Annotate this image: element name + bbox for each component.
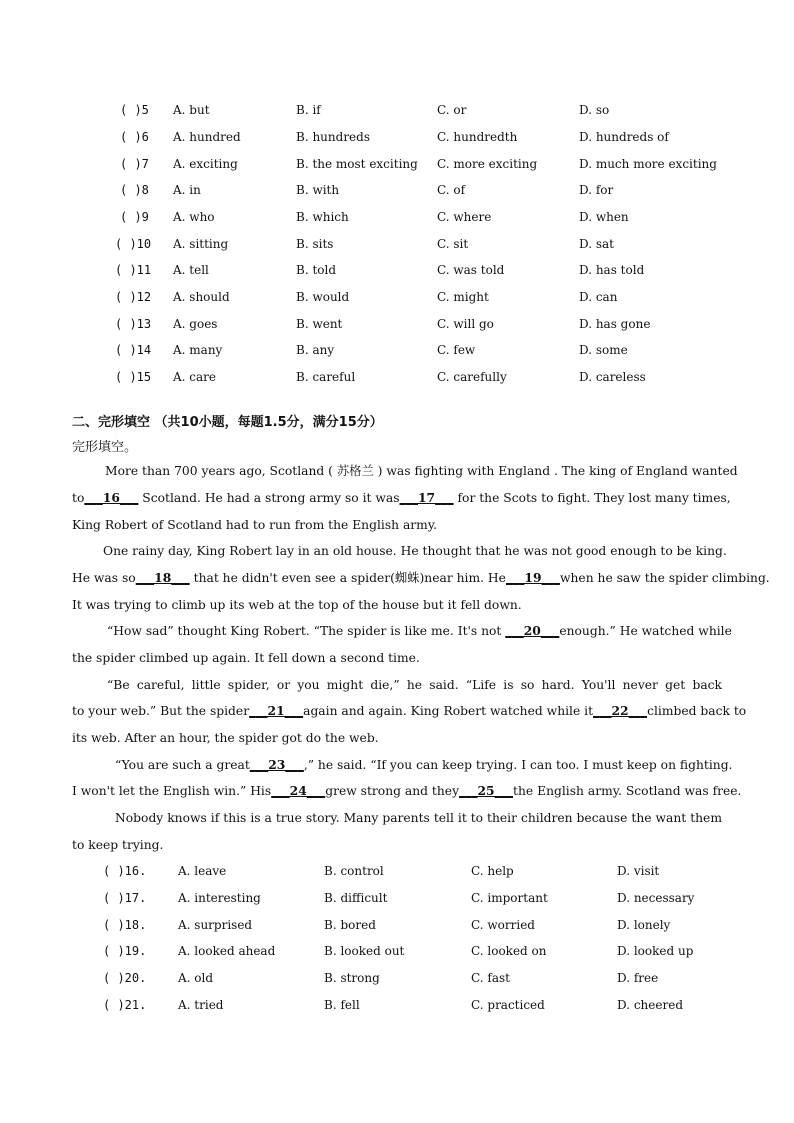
blank-21: ___21___ (249, 703, 304, 718)
option-b: B. if (296, 103, 321, 117)
option-d: D. necessary (617, 891, 695, 905)
option-d: D. so (579, 103, 610, 117)
option-a: A. hundred (173, 130, 241, 144)
option-c: C. fast (471, 971, 510, 985)
passage-text: Scotland. He had a strong army so it was (142, 491, 400, 505)
passage-line: It was trying to climb up its web at the top of the house but it fell down. (72, 598, 522, 612)
passage-line: the spider climbed up again. It fell down a second time. (72, 651, 420, 665)
passage-text: again and again. King Robert watched while it (303, 704, 594, 718)
passage-text: He was so (72, 571, 136, 585)
option-a: A. in (173, 183, 201, 197)
passage-text: enough.” He watched while (559, 624, 732, 638)
option-c: C. or (437, 103, 467, 117)
option-c: C. will go (437, 317, 494, 331)
question-number: ( )19. (103, 944, 147, 958)
passage-text: climbed back to (647, 704, 747, 718)
question-number: ( )20. (103, 971, 147, 985)
passage-line (72, 489, 731, 507)
passage-line (107, 622, 732, 640)
question-number: ( )15 (115, 370, 152, 384)
question-number: ( )18. (103, 918, 147, 932)
option-c: C. few (437, 343, 476, 357)
option-d: D. sat (579, 237, 614, 251)
option-a: A. tried (178, 998, 224, 1012)
option-d: D. cheered (617, 998, 683, 1012)
option-d: D. for (579, 183, 614, 197)
option-a: A. interesting (178, 891, 261, 905)
passage-text: when he saw the spider climbing. (559, 571, 770, 585)
option-b: B. any (296, 343, 335, 357)
option-b: B. careful (296, 370, 356, 384)
option-a: A. should (173, 290, 230, 304)
option-a: A. care (173, 370, 217, 384)
question-number: ( )11 (115, 263, 152, 277)
passage-text: “You are such a great (115, 758, 250, 772)
option-d: D. can (579, 290, 618, 304)
passage-text: grew strong and they (325, 784, 460, 798)
option-c: C. sit (437, 237, 469, 251)
passage-line (72, 782, 742, 800)
blank-19: ___19___ (505, 570, 560, 585)
passage-text: that he didn't even see a spider(蜘蛛)near him. He (193, 571, 506, 585)
passage-line (115, 756, 733, 774)
option-c: C. hundredth (437, 130, 518, 144)
option-d: D. hundreds of (579, 130, 669, 144)
option-a: A. goes (173, 317, 218, 331)
option-d: D. when (579, 210, 629, 224)
option-a: A. surprised (178, 918, 253, 932)
option-a: A. leave (178, 864, 227, 878)
question-number: ( )17. (103, 891, 147, 905)
question-number: ( )12 (115, 290, 152, 304)
blank-20: ___20___ (505, 623, 560, 638)
question-number: ( )7 (120, 157, 149, 171)
passage-text: the English army. Scotland was free. (513, 784, 742, 798)
option-d: D. free (617, 971, 659, 985)
option-a: A. but (173, 103, 210, 117)
option-b: B. with (296, 183, 340, 197)
option-b: B. bored (324, 918, 376, 932)
option-a: A. old (178, 971, 214, 985)
passage-text: to your web.” But the spider (72, 704, 250, 718)
option-a: A. looked ahead (178, 944, 276, 958)
option-b: B. fell (324, 998, 360, 1012)
option-b: B. went (296, 317, 343, 331)
section-title: 二、完形填空 （共10小题，每题1.5分，满分15分） (72, 415, 383, 430)
option-a: A. tell (173, 263, 209, 277)
blank-17: ___17___ (399, 490, 454, 505)
section-instruction: 完形填空。 (72, 440, 138, 455)
option-d: D. lonely (617, 918, 671, 932)
passage-text: I won't let the English win.” His (72, 784, 272, 798)
option-c: C. worried (471, 918, 535, 932)
passage-text: to (72, 491, 85, 505)
option-c: C. of (437, 183, 466, 197)
option-c: C. looked on (471, 944, 547, 958)
option-a: A. exciting (173, 157, 238, 171)
passage-text: “How sad” thought King Robert. “The spider is like me. It's not (107, 624, 502, 638)
passage-line: More than 700 years ago, Scotland ( 苏格兰 ) was fighting with England . The king of England wanted (105, 464, 738, 478)
passage-line: “Be careful, little spider, or you might die,” he said. “Life is so hard. You'll never get back (107, 678, 722, 692)
passage-line: King Robert of Scotland had to run from the English army. (72, 518, 438, 532)
option-c: C. practiced (471, 998, 545, 1012)
option-c: C. important (471, 891, 548, 905)
passage-line: Nobody knows if this is a true story. Many parents tell it to their children because the want them (115, 811, 722, 825)
question-number: ( )16. (103, 864, 147, 878)
option-a: A. sitting (173, 237, 229, 251)
question-number: ( )14 (115, 343, 152, 357)
option-b: B. control (324, 864, 384, 878)
question-number: ( )21. (103, 998, 147, 1012)
option-b: B. the most exciting (296, 157, 418, 171)
option-d: D. visit (617, 864, 660, 878)
option-b: B. difficult (324, 891, 388, 905)
option-c: C. more exciting (437, 157, 538, 171)
passage-line: to keep trying. (72, 838, 164, 852)
passage-line: its web. After an hour, the spider got do the web. (72, 731, 379, 745)
option-a: A. who (173, 210, 215, 224)
option-b: B. hundreds (296, 130, 370, 144)
option-b: B. strong (324, 971, 380, 985)
question-number: ( )5 (120, 103, 149, 117)
question-number: ( )13 (115, 317, 152, 331)
question-number: ( )10 (115, 237, 152, 251)
question-number: ( )8 (120, 183, 149, 197)
passage-line: One rainy day, King Robert lay in an old house. He thought that he was not good enough to be king. (103, 544, 727, 558)
option-b: B. sits (296, 237, 334, 251)
option-c: C. help (471, 864, 514, 878)
option-d: D. some (579, 343, 628, 357)
blank-25: ___25___ (459, 783, 514, 798)
blank-24: ___24___ (271, 783, 326, 798)
passage-text: ,” he said. “If you can keep trying. I can too. I must keep on fighting. (303, 758, 733, 772)
option-d: D. has told (579, 263, 645, 277)
option-b: B. told (296, 263, 337, 277)
blank-16: ___16___ (84, 490, 139, 505)
option-c: C. where (437, 210, 492, 224)
blank-23: ___23___ (249, 757, 304, 772)
blank-22: ___22___ (593, 703, 648, 718)
option-d: D. looked up (617, 944, 694, 958)
option-b: B. looked out (324, 944, 405, 958)
option-b: B. would (296, 290, 350, 304)
option-d: D. has gone (579, 317, 651, 331)
option-c: C. carefully (437, 370, 507, 384)
option-c: C. might (437, 290, 489, 304)
option-d: D. careless (579, 370, 646, 384)
option-a: A. many (173, 343, 223, 357)
question-number: ( )9 (120, 210, 149, 224)
passage-line (72, 702, 747, 720)
question-number: ( )6 (120, 130, 149, 144)
passage-text: for the Scots to fight. They lost many times, (457, 491, 731, 505)
option-d: D. much more exciting (579, 157, 717, 171)
option-c: C. was told (437, 263, 505, 277)
blank-18: ___18___ (135, 570, 190, 585)
option-b: B. which (296, 210, 349, 224)
passage-line (72, 569, 770, 587)
